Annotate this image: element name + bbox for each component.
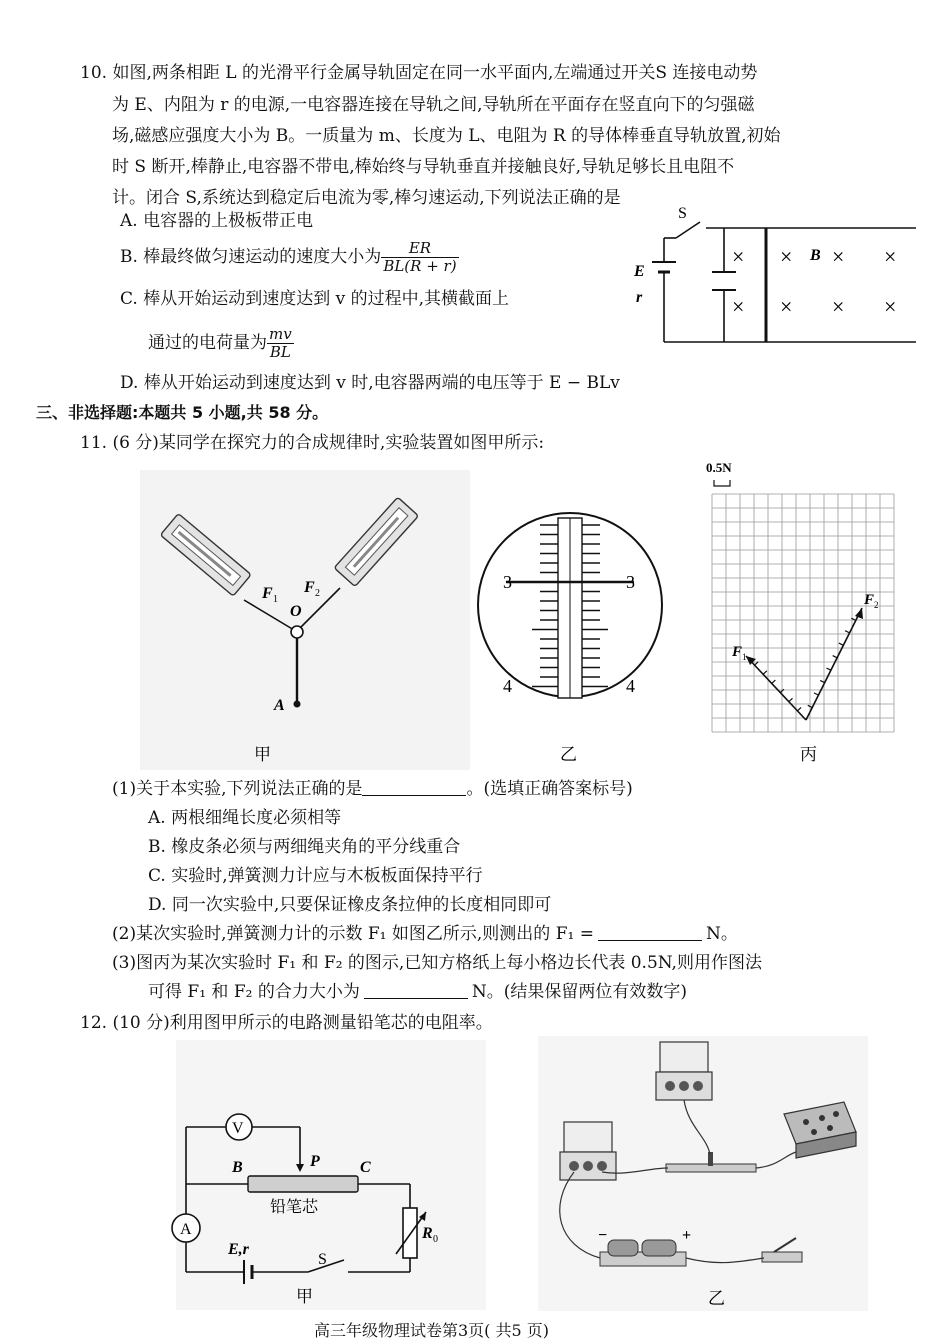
q10-field-x-7: × bbox=[832, 294, 845, 319]
q11-jia-f1-sub: 1 bbox=[273, 594, 278, 605]
q12-yi-battery-holder bbox=[600, 1240, 686, 1266]
q10-circuit-figure bbox=[628, 200, 928, 350]
q11-jia-f2: F bbox=[304, 579, 315, 596]
q11-option-d: D. 同一次实验中,只要保证橡皮条拉伸的长度相同即可 bbox=[148, 895, 552, 915]
q11-yi-tick-3-left: 3 bbox=[503, 572, 512, 592]
q11-option-b: B. 橡皮条必须与两细绳夹角的平分线重合 bbox=[148, 837, 461, 857]
q11-yi-tick-4-left: 4 bbox=[503, 676, 512, 696]
q11-yi-tick-3-right: 3 bbox=[626, 572, 635, 592]
q10-stem-line-3: 场,磁感应强度大小为 B。一质量为 m、长度为 L、电阻为 R 的导体棒垂直导轨放置,初始 bbox=[112, 126, 781, 146]
q10-option-b-text: B. 棒最终做匀速运动的速度大小为 bbox=[120, 247, 382, 267]
q11-sub-1 bbox=[112, 776, 633, 802]
q10-option-d: D. 棒从开始运动到速度达到 v 时,电容器两端的电压等于 E − BLv bbox=[120, 373, 620, 393]
q11-option-a: A. 两根细绳长度必须相等 bbox=[148, 808, 342, 828]
q10-field-x-6: × bbox=[780, 294, 793, 319]
q12-jia-b: B bbox=[232, 1159, 243, 1176]
q11-sub-1-text: (1)关于本实验,下列说法正确的是 bbox=[112, 779, 363, 799]
q12-yi-caption: 乙 bbox=[708, 1289, 725, 1308]
q11-jia-o: O bbox=[290, 603, 302, 620]
q10-label-b: B bbox=[810, 247, 821, 264]
q10-option-c-line-1: C. 棒从开始运动到速度达到 v 的过程中,其横截面上 bbox=[120, 289, 510, 309]
q11-figure-bing bbox=[704, 458, 904, 768]
q12-yi-minus: − bbox=[598, 1227, 608, 1244]
q11-yi-tick-4-right: 4 bbox=[626, 676, 635, 696]
q10-stem-line-5: 计。闭合 S,系统达到稳定后电流为零,棒匀速运动,下列说法正确的是 bbox=[112, 188, 621, 208]
q10-label-s: S bbox=[678, 205, 687, 222]
q10-label-e: E bbox=[634, 263, 645, 280]
q11-bing-f2-sub: 2 bbox=[874, 600, 879, 610]
q12-yi-plus: + bbox=[682, 1227, 692, 1244]
q10-field-x-8: × bbox=[884, 294, 897, 319]
q11-sub-3-tail: N。(结果保留两位有效数字) bbox=[471, 982, 687, 1002]
q11-figure-yi bbox=[470, 470, 670, 770]
q12-yi-ammeter bbox=[560, 1122, 616, 1180]
q11-figure-jia bbox=[140, 470, 470, 770]
q10-option-c-numerator: mv bbox=[269, 325, 292, 343]
force-tick bbox=[772, 680, 776, 683]
q11-sub-2-text: (2)某次实验时,弹簧测力计的示数 F₁ 如图乙所示,则测出的 F₁ = bbox=[112, 924, 594, 944]
q10-option-b-denominator: BL(R + r) bbox=[383, 257, 457, 275]
force-tick bbox=[763, 671, 767, 674]
q10-field-x-3: × bbox=[832, 244, 845, 269]
q11-bing-f2: F bbox=[864, 592, 875, 608]
q10-stem-line-2: 为 E、内阻为 r 的电源,一电容器连接在导轨之间,导轨所在平面存在竖直向下的匀强磁 bbox=[112, 95, 755, 115]
force-tick bbox=[845, 631, 849, 633]
force-tick bbox=[833, 656, 837, 658]
q11-stem: 11. (6 分)某同学在探究力的合成规律时,实验装置如图甲所示: bbox=[80, 433, 545, 453]
q10-stem-line-4: 时 S 断开,棒静止,电容器不带电,棒始终与导轨垂直并接触良好,导轨足够长且电阻不 bbox=[112, 157, 735, 177]
q11-sub-3-text: 可得 F₁ 和 F₂ 的合力大小为 bbox=[148, 982, 360, 1002]
section-3-heading: 三、非选择题:本题共 5 小题,共 58 分。 bbox=[36, 403, 329, 422]
q11-answer-blank-2[interactable] bbox=[598, 922, 702, 941]
q12-jia-p: P bbox=[310, 1153, 320, 1170]
q10-label-r: r bbox=[636, 289, 643, 306]
q11-jia-a: A bbox=[274, 697, 285, 714]
q11-jia-caption: 甲 bbox=[254, 745, 271, 764]
q12-jia-core: 铅笔芯 bbox=[270, 1199, 319, 1216]
q10-option-c-line-2 bbox=[148, 326, 294, 361]
q11-answer-blank-3[interactable] bbox=[364, 980, 468, 999]
q10-option-a: A. 电容器的上极板带正电 bbox=[120, 211, 314, 231]
page-footer: 高三年级物理试卷第3页( 共5 页) bbox=[314, 1321, 550, 1340]
q10-field-x-4: × bbox=[884, 244, 897, 269]
q12-jia-r0-sub: 0 bbox=[433, 1234, 438, 1245]
q10-field-x-5: × bbox=[732, 294, 745, 319]
q12-stem: 12. (10 分)利用图甲所示的电路测量铅笔芯的电阻率。 bbox=[80, 1013, 493, 1033]
q12-figure-yi bbox=[538, 1036, 868, 1311]
q12-yi-voltmeter bbox=[656, 1042, 712, 1100]
q11-sub-3-line-2 bbox=[148, 979, 687, 1005]
q10-option-b bbox=[120, 240, 459, 275]
q10-option-c-denominator: BL bbox=[269, 343, 291, 361]
force-tick bbox=[814, 693, 818, 695]
q11-sub-2 bbox=[112, 921, 738, 947]
q11-jia-f2-sub: 2 bbox=[315, 588, 320, 599]
q12-jia-er: E,r bbox=[228, 1241, 249, 1258]
q12-jia-c: C bbox=[360, 1159, 371, 1176]
q12-jia-r0: R bbox=[422, 1225, 433, 1242]
q10-stem-line-1: 10. 如图,两条相距 L 的光滑平行金属导轨固定在同一水平面内,左端通过开关S 连接电动势 bbox=[80, 63, 758, 83]
q10-field-x-1: × bbox=[732, 244, 745, 269]
q11-bing-f1-sub: 1 bbox=[742, 652, 747, 662]
q11-option-c: C. 实验时,弹簧测力计应与木板板面保持平行 bbox=[148, 866, 483, 886]
q10-field-x-2: × bbox=[780, 244, 793, 269]
q12-jia-s: S bbox=[318, 1251, 327, 1268]
q11-bing-f1: F bbox=[732, 644, 743, 660]
force-tick bbox=[797, 707, 801, 710]
q11-yi-caption: 乙 bbox=[560, 745, 577, 764]
q10-option-b-fraction bbox=[381, 240, 458, 275]
force-tick bbox=[826, 668, 830, 670]
q12-figure-jia bbox=[176, 1040, 486, 1310]
q11-sub-1-tail: 。(选填正确答案标号) bbox=[466, 779, 633, 799]
q11-sub-3-line-1: (3)图丙为某次实验时 F₁ 和 F₂ 的图示,已知方格纸上每小格边长代表 0.5N,则用作图法 bbox=[112, 953, 762, 973]
q12-jia-a: A bbox=[180, 1221, 192, 1238]
force-tick bbox=[839, 643, 843, 645]
q12-jia-caption: 甲 bbox=[296, 1287, 313, 1306]
q12-jia-v: V bbox=[232, 1120, 244, 1137]
q11-sub-2-tail: N。 bbox=[705, 924, 738, 944]
q10-option-b-numerator: ER bbox=[381, 240, 458, 258]
q11-bing-caption: 丙 bbox=[800, 745, 817, 764]
force-tick bbox=[789, 698, 793, 701]
q11-jia-f1: F bbox=[262, 585, 273, 602]
q11-bing-scale: 0.5N bbox=[706, 460, 732, 475]
q10-option-c-fraction bbox=[267, 326, 294, 361]
q11-answer-blank-1[interactable] bbox=[362, 777, 466, 796]
q10-option-c-text: 通过的电荷量为 bbox=[148, 333, 267, 353]
